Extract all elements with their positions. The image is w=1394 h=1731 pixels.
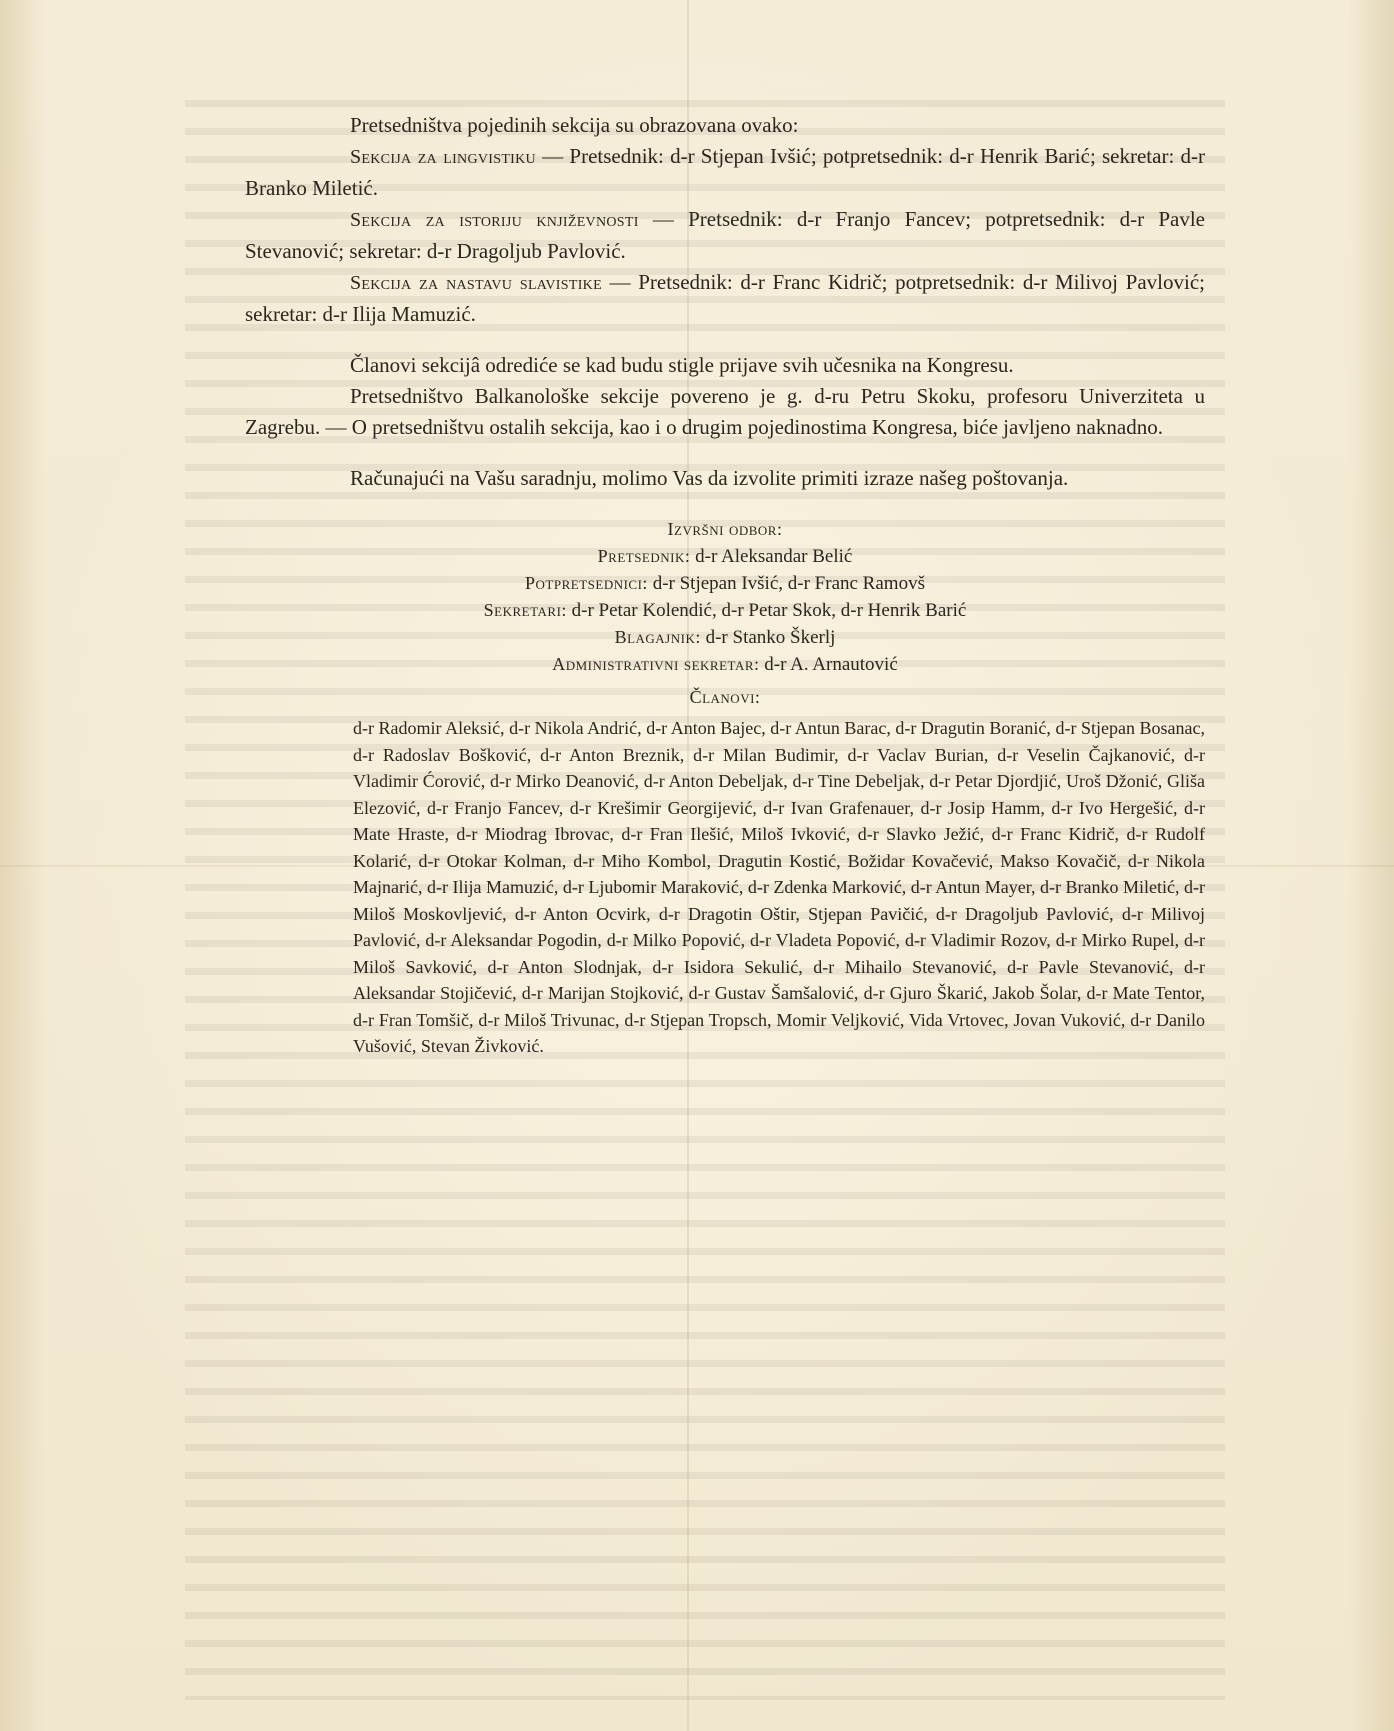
committee-title: Izvršni odbor: (667, 519, 783, 539)
section-label: Sekcija za lingvistiku (350, 146, 536, 168)
section-officers: — Pretsednik: d-r Franjo Fancev; potpretsednik: d-r Pavle Stevanović; sekretar: d-r Dragoljub Pavlović. (245, 207, 1205, 263)
role-names: d-r Stanko Škerlj (700, 627, 836, 648)
role-names: d-r A. Arnautović (759, 654, 898, 675)
members-list: d-r Radomir Aleksić, d-r Nikola Andrić, d-r Anton Bajec, d-r Antun Barac, d-r Dragutin Boranić, d-r Stjepan Bosanac, d-r Radoslav Bošković, d-r Anton Breznik, d-r Milan Budimir, d-r Vaclav Burian, d-r Veselin Čajkanović, d-r Vladimir Ćorović, d-r Mirko Deanović, d-r Anton Debeljak, d-r Tine Debeljak, d-r Petar Djordjić, Uroš Džonić, Gliša Elezović, d-r Franjo Fancev, d-r Krešimir Georgijević, d-r Ivan Grafenauer, d-r Josip Hamm, d-r Ivo Hergešić, d-r Mate Hraste, d-r Miodrag Ibrovac, d-r Fran Ilešić, Miloš Ivković, d-r Slavko Ježić, d-r Franc Kidrič, d-r Rudolf Kolarić, d-r Otokar Kolman, d-r Miho Kombol, Dragutin Kostić, Božidar Kovačević, Makso Kovačič, d-r Nikola Majnarić, d-r Ilija Mamuzić, d-r Ljubomir Maraković, d-r Zdenka Marković, d-r Antun Mayer, d-r Branko Miletić, d-r Miloš Moskovljević, d-r Anton Ocvirk, d-r Dragotin Oštir, Stjepan Pavičić, d-r Dragoljub Pavlović, d-r Milivoj Pavlović, d-r Aleksandar Pogodin, d-r Milko Popović, d-r Vladeta Popović, d-r Vladimir Rozov, d-r Mirko Rupel, d-r Miloš Savković, d-r Anton Slodnjak, d-r Isidora Sekulić, d-r Mihailo Stevanović, d-r Pavle Stevanović, d-r Aleksandar Stojičević, d-r Marijan Stojković, d-r Gustav Šamšalović, d-r Gjuro Škarić, Jakob Šolar, d-r Mate Tentor, d-r Fran Tomšič, d-r Miloš Trivunac, d-r Stjepan Tropsch, Momir Veljković, Vida Vrtovec, Jovan Vuković, d-r Danilo Vušović, Stevan Živković. (353, 718, 1206, 1056)
section-label: Sekcija za nastavu slavistike (350, 272, 602, 294)
role-names: d-r Stjepan Ivšić, d-r Franc Ramovš (647, 573, 925, 594)
section-linguistics (245, 141, 1205, 204)
paragraph-section-members: Članovi sekcijâ odrediće se kad budu stigle prijave svih učesnika na Kongresu. (350, 353, 1014, 377)
role-label: Blagajnik: (614, 627, 701, 647)
role-label: Pretsednik: (597, 546, 691, 566)
role-label: Potpretsednici: (525, 573, 648, 593)
committee-role-admin-secretary (245, 651, 1205, 678)
section-officers: — Pretsednik: d-r Franc Kidrič; potpretsednik: d-r Milivoj Pavlović; sekretar: d-r Ilija Mamuzić. (245, 270, 1205, 326)
committee-role-vice-presidents (245, 570, 1205, 597)
paragraph-balkanology: Pretsedništvo Balkanološke sekcije povereno je g. d-ru Petru Skoku, profesoru Univerziteta u Zagrebu. — O pretsedništvu ostalih sekcija, kao i o drugim pojedinostima Kongresa, biće javljeno naknadno. (245, 384, 1205, 439)
section-slavistics-teaching (245, 267, 1205, 330)
members-title: Članovi: (689, 687, 761, 707)
section-label: Sekcija za istoriju književnosti (350, 209, 639, 231)
role-names: d-r Petar Kolendić, d-r Petar Skok, d-r Henrik Barić (566, 600, 967, 621)
paragraph-closing: Računajući na Vašu saradnju, molimo Vas da izvolite primiti izraze našeg poštovanja. (350, 466, 1069, 490)
section-literary-history (245, 204, 1205, 267)
document-body (245, 110, 1205, 1060)
section-officers: — Pretsednik: d-r Stjepan Ivšić; potpretsednik: d-r Henrik Barić; sekretar: d-r Branko Miletić. (245, 144, 1205, 200)
committee-role-secretaries (245, 597, 1205, 624)
executive-committee (245, 516, 1205, 1060)
role-names: d-r Aleksandar Belić (690, 546, 853, 567)
committee-role-president (245, 543, 1205, 570)
intro-paragraph: Pretsedništva pojedinih sekcija su obrazovana ovako: (350, 113, 799, 137)
committee-role-treasurer (245, 624, 1205, 651)
role-label: Administrativni sekretar: (552, 654, 760, 674)
role-label: Sekretari: (483, 600, 567, 620)
